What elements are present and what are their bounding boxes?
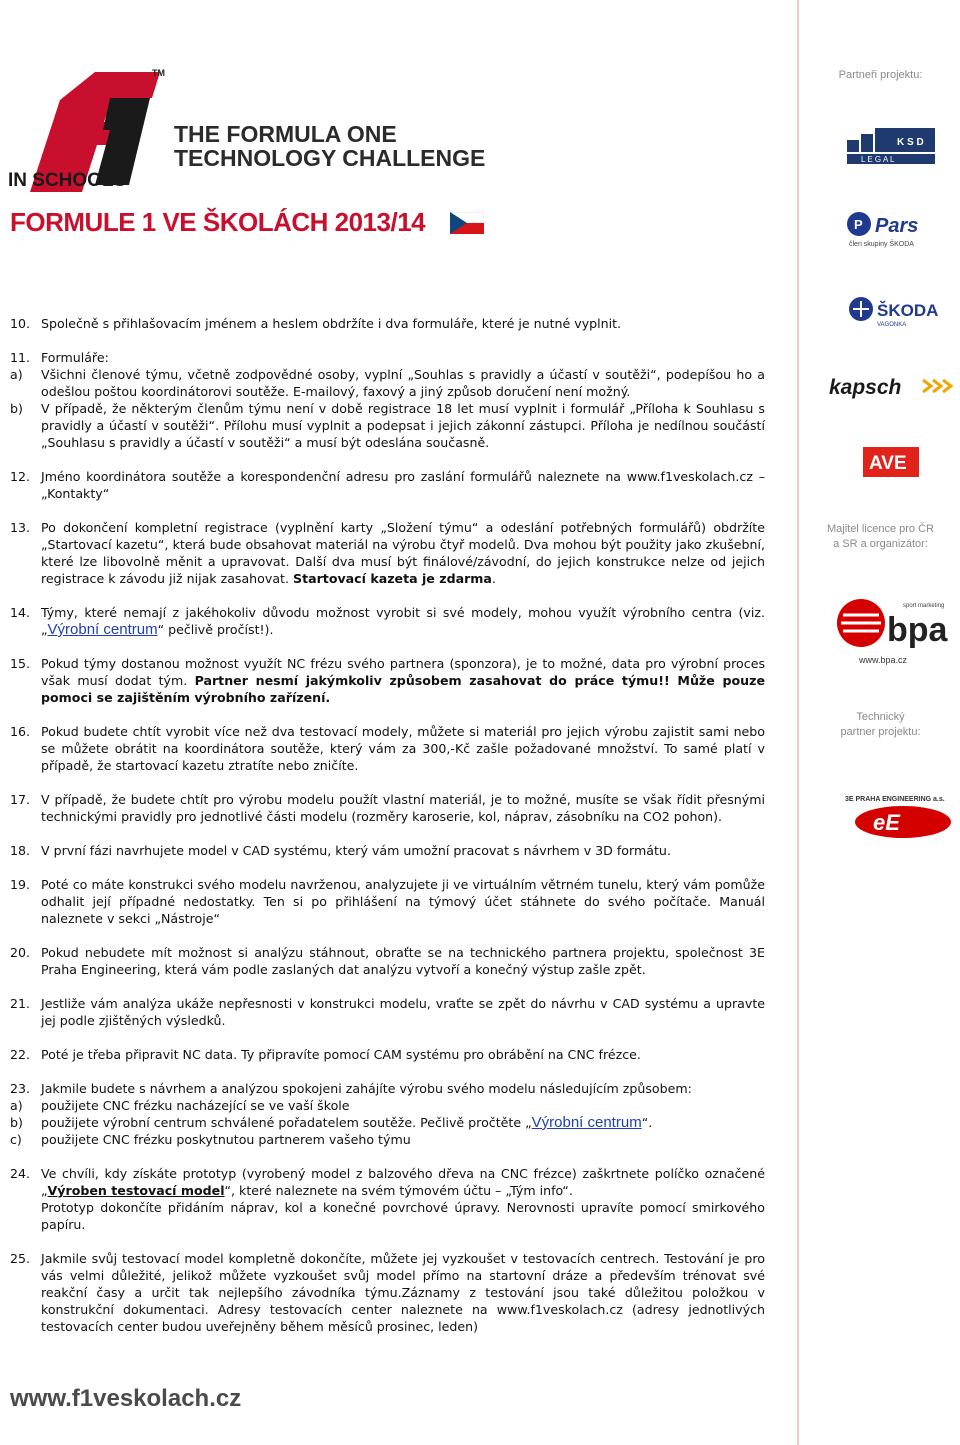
list-item: [10, 1250, 765, 1335]
item-number: 25.: [10, 1251, 31, 1266]
svg-text:Pars: Pars: [875, 215, 919, 237]
item-text-wrap: [41, 1165, 765, 1233]
item-text: Jestliže vám analýza ukáže nepřesnosti v konstrukci modelu, vraťte se zpět do návrhu v CAD systému a upravte jej podle zjištěných výsledků.: [41, 996, 765, 1028]
item-text: Ve chvíli, kdy získáte prototyp (vyrobený model z balzového dřeva na CNC frézce) zaškrtnete políčko označené: [41, 1166, 765, 1181]
sub-item-text: Všichni členové týmu, včetně zodpovědné osoby, vyplní „Souhlas s pravidly a účastí v soutěži“, podepíšou ho a odešlou poštou koordinátorovi soutěže. E-mailový, faxový a jiný způsob doručení není možný.: [41, 367, 765, 399]
sub-item-text: použijete výrobní centrum schválené pořadatelem soutěže. Pečlivě pročtěte: [41, 1115, 522, 1130]
item-number: 14.: [10, 605, 31, 620]
item-text: Jakmile svůj testovací model kompletně dokončíte, můžete jej vyzkoušet v testovacích centrech. Testování je pro vás velmi důležité, jelikož můžete vyzkoušet svůj model přímo na startovní dráze a především trénovat své reakční časy a určit tak nejlepšího závodníka týmu.Záznamy z testování jsou také důležitou položkou v konstrukční dokumentaci. Adresy testovacích center naleznete na www.f1veskolach.cz (adresy jednotlivých testovacích center budou uveřejněny během měsíců prosinec, leden): [41, 1251, 765, 1334]
list-item: [10, 1080, 765, 1097]
sub-item-text-wrap: [41, 1114, 765, 1131]
list-item: [10, 604, 765, 638]
list-item: [10, 519, 765, 587]
sub-item: [10, 400, 765, 451]
skoda-vagonka-logo: [847, 295, 947, 329]
item-number: 10.: [10, 316, 31, 331]
item-text: Jméno koordinátora soutěže a korespondenční adresu pro zaslání formulářů naleznete na www.f1veskolach.cz – „Kontakty“: [41, 469, 765, 501]
item-number: 15.: [10, 656, 31, 671]
licence-title: Majitel licence pro ČR a SR a organizátor:: [827, 523, 934, 550]
svg-text:ŠKODA: ŠKODA: [877, 301, 939, 320]
bpa-logo: [835, 595, 955, 665]
header-title: FORMULE 1 VE ŠKOLÁCH 2013/14: [10, 207, 426, 237]
3e-praha-logo: [845, 792, 955, 842]
item-number: 20.: [10, 945, 31, 960]
list-item: [10, 315, 765, 332]
item-bold-text: Výroben testovací model: [47, 1183, 225, 1198]
svg-text:K S D: K S D: [897, 137, 924, 148]
item-number: 13.: [10, 520, 31, 535]
svg-text:3E PRAHA ENGINEERING a.s.: 3E PRAHA ENGINEERING a.s.: [845, 796, 945, 803]
sub-item: [10, 1097, 765, 1114]
list-item: [10, 876, 765, 927]
item-text: Společně s přihlašovacím jménem a heslem obdržíte i dva formuláře, které je nutné vyplnit.: [41, 316, 622, 331]
quote-open: „: [41, 622, 48, 637]
sub-item-letter: b): [10, 401, 23, 416]
f1-tm: TM: [152, 68, 165, 78]
kapsch-logo: [827, 372, 960, 402]
item-number: 18.: [10, 843, 31, 858]
item-number: 23.: [10, 1081, 31, 1096]
item-number: 12.: [10, 469, 31, 484]
svg-text:www.bpa.cz: www.bpa.cz: [859, 655, 908, 665]
svg-text:člen skupiny ŠKODA: člen skupiny ŠKODA: [849, 241, 914, 248]
sub-item: [10, 1131, 765, 1148]
list-item: [10, 842, 765, 859]
item-text: Jakmile budete s návrhem a analýzou spokojeni zahájíte výrobu svého modelu následujícím způsobem:: [41, 1081, 692, 1096]
svg-text:eE: eE: [873, 810, 900, 835]
tech-partner-title: Technický partner projektu:: [840, 711, 921, 738]
sub-item-letter: c): [10, 1132, 22, 1147]
item-text: Po dokončení kompletní registrace (vyplnění karty „Složení týmu“ a odeslání potřebných formulářů) obdržíte „Startovací kazetu“, která bude obsahovat materiál na výrobu čtyř modelů. Dva mohou být použity jako zkušební, které lze libovolně měnit a upravovat. Další dva musí být finálové/závodní, do jejich konstrukce nelze od jejich registrace k závodu již nijak zasahovat.: [41, 520, 765, 586]
item-text: V první fázi navrhujete model v CAD systému, který vám umožní pracovat s návrhem v 3D formátu.: [41, 843, 671, 858]
sub-item-letter: b): [10, 1115, 23, 1130]
item-text: Pokud budete chtít vyrobit více než dva testovací modely, můžete si materiál pro jejich výrobu zajistit sami nebo se můžete obrátit na koordinátora soutěže, který vám za 300,-Kč zašle požadované množství. To samé platí v případě, že startovací kazetu ztratíte nebo zničíte.: [41, 724, 765, 773]
item-number: 11.: [10, 350, 31, 365]
item-rest: “, které naleznete na svém týmovém účtu – „Tým info“.: [224, 1183, 573, 1198]
item-text: Pokud nebudete mít možnost si analýzu stáhnout, obraťte se na technického partnera projektu, společnost 3E Praha Engineering, která vám podle zaslaných dat analýzu vytvoří a konečný výstup zašle zpět.: [41, 945, 765, 977]
sub-item-text: použijete CNC frézku nacházející se ve vaší škole: [41, 1098, 350, 1113]
ksd-legal-logo: [847, 128, 937, 164]
item-number: 21.: [10, 996, 31, 1011]
rules-content: [10, 315, 765, 1335]
svg-text:L E G A L: L E G A L: [861, 155, 895, 164]
list-item: [10, 723, 765, 774]
list-item: [10, 1046, 765, 1063]
svg-text:bpa: bpa: [887, 611, 948, 649]
sub-item-text: použijete CNC frézku poskytnutou partnerem vašeho týmu: [41, 1132, 411, 1147]
svg-text:sport marketing: sport marketing: [903, 603, 945, 609]
list-item: [10, 791, 765, 825]
item-text: Pokud týmy dostanou možnost využít NC frézu svého partnera (sponzora), je to možné, data pro výrobní proces však musí dodat tým.: [41, 656, 765, 688]
list-item: [10, 655, 765, 706]
quote-close: “: [157, 622, 165, 637]
item-text: Poté je třeba připravit NC data. Ty připravíte pomocí CAM systému pro obrábění na CNC frézce.: [41, 1047, 641, 1062]
svg-text:AVE: AVE: [869, 453, 907, 474]
item-end: .: [491, 571, 496, 586]
list-item: [10, 349, 765, 366]
partners-title: Partneři projektu:: [838, 69, 923, 81]
list-item: [10, 995, 765, 1029]
czech-flag-icon: [450, 212, 484, 234]
item-text: Poté co máte konstrukci svého modelu navrženou, analyzujete ji ve virtuálním větrném tunelu, který vám pomůže odhalit její případné nedostatky. Ten si po přihlášení na týmový účet stáhnete do svého počítače. Manuál naleznete v sekci „Nástroje“: [41, 877, 765, 926]
item-number: 16.: [10, 724, 31, 739]
partners-sidebar: [797, 0, 960, 1445]
item-text-wrap: [41, 655, 765, 706]
vyrobni-centrum-link[interactable]: Výrobní centrum: [47, 621, 158, 638]
item-bold-text: Partner nesmí jakýmkoliv způsobem zasahovat do práce týmu!! Může pouze pomoci se zajištěním výrobního zařízení.: [41, 673, 765, 705]
list-item: [10, 1165, 765, 1233]
item-number: 17.: [10, 792, 31, 807]
sub-item-end: .: [648, 1115, 653, 1130]
sub-item-letter: a): [10, 367, 23, 382]
logo-line-2: TECHNOLOGY CHALLENGE: [174, 145, 486, 171]
ave-logo: [863, 447, 919, 477]
item-number: 19.: [10, 877, 31, 892]
item-text-2: Prototyp dokončíte přidáním náprav, kol a konečné povrchové úpravy. Nerovnosti upravíte pomocí smirkového papíru.: [41, 1200, 765, 1232]
item-text: V případě, že budete chtít pro výrobu modelu použít vlastní materiál, je to možné, musíte se však řídit přesnými technickými pravidly pro jednotlivé části modelu (rozměry karoserie, kol, náprav, zásobníku na CO2 pohon).: [41, 792, 765, 824]
quote-close: “: [641, 1115, 649, 1130]
in-schools-text: IN SCHOOLS: [8, 170, 127, 191]
item-text: Týmy, které nemají z jakéhokoliv důvodu možnost vyrobit si své modely, mohou využít výrobního centra (viz.: [41, 605, 765, 620]
sub-item-text: V případě, že některým členům týmu není v době registrace 18 let musí vyplnit i formulář „Příloha k Souhlasu s pravidly a účastí v soutěži“. Přílohu musí vyplnit a podepsat i jejich zákonní zástupci. Příloha je nedílnou součástí „Souhlasu s pravidly a účastí v soutěži“ a musí být odeslána současně.: [41, 401, 765, 450]
item-text-wrap: [41, 519, 765, 587]
quote-open: „: [41, 1183, 48, 1198]
page-header: [0, 0, 795, 300]
footer-url[interactable]: www.f1veskolach.cz: [10, 1385, 242, 1412]
pars-logo: [845, 210, 945, 250]
item-number: 24.: [10, 1166, 31, 1181]
svg-text:VAGONKA: VAGONKA: [877, 322, 907, 328]
item-after: pečlivě pročíst!).: [164, 622, 274, 637]
quote-open: „: [525, 1115, 532, 1130]
svg-text:kapsch: kapsch: [829, 376, 902, 399]
item-number: 22.: [10, 1047, 31, 1062]
sub-item: [10, 1114, 765, 1131]
list-item: [10, 944, 765, 978]
item-text-wrap: [41, 604, 765, 638]
sub-item: [10, 366, 765, 400]
logo-line-1: THE FORMULA ONE: [174, 121, 397, 147]
list-item: [10, 468, 765, 502]
item-text: Formuláře:: [41, 350, 109, 365]
svg-text:P: P: [854, 217, 863, 232]
item-bold-text: Startovací kazeta je zdarma: [293, 571, 492, 586]
vyrobni-centrum-link[interactable]: Výrobní centrum: [531, 1114, 642, 1131]
sub-item-letter: a): [10, 1098, 23, 1113]
